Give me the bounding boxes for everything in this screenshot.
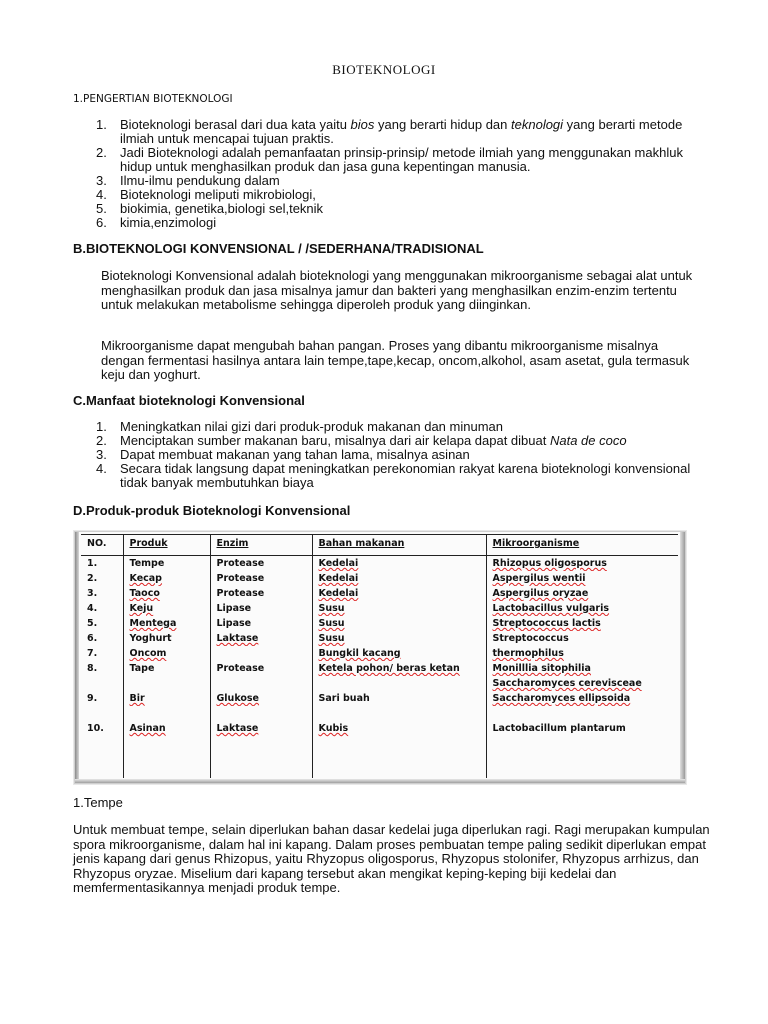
cell-no: 6. [87, 633, 98, 644]
item-text: kimia,enzimologi [120, 215, 217, 230]
cell-text: Aspergilus oryzae [492, 588, 589, 599]
item-text: Secara tidak langsung dapat meningkatkan perekonomian rakyat karena bioteknologi konvensional tidak banyak membutuhkan biaya [120, 461, 691, 490]
cell-text: Susu [318, 618, 345, 629]
cell-mikro [486, 601, 678, 616]
section-b-paragraph-1: Bioteknologi Konvensional adalah bioteknologi yang menggunakan mikroorganisme sebagai alat untuk menghasilkan produk dan jasa misalnya jamur dan bakteri yang menghasilkan enzim-enzim tertentu untuk melakukan metabolisme sehingga diperoleh produk yang diinginkan. [101, 268, 693, 312]
cell-text: Kedelai [318, 573, 359, 584]
list-number: 5. [96, 201, 107, 216]
list-item [96, 174, 696, 188]
list-item [96, 448, 696, 462]
header-bahan [312, 535, 486, 556]
cell-bahan [312, 631, 486, 646]
list-item [96, 462, 696, 490]
cell-text: Susu [318, 633, 345, 644]
definition-list [96, 118, 696, 230]
cell-text: Oncom [129, 648, 167, 659]
item-text: biokimia, genetika,biologi sel,teknik [120, 201, 324, 216]
cell-spacer [81, 706, 123, 721]
cell-text: Bungkil kacang [318, 648, 401, 659]
table-row [81, 721, 678, 778]
cell-text: Kubis [318, 723, 349, 734]
cell-enzim [210, 646, 312, 661]
cell-mikro [486, 676, 678, 691]
table-row [81, 571, 678, 586]
cell-mikro [486, 571, 678, 586]
cell-enzim [210, 616, 312, 631]
cell-bahan [312, 661, 486, 676]
cell-bahan [312, 676, 486, 691]
section-1-heading: 1.PENGERTIAN BIOTEKNOLOGI [73, 93, 233, 105]
cell-text: Rhizopus oligosporus [492, 558, 607, 569]
cell-text: Yoghurt [129, 633, 172, 644]
cell-produk [123, 571, 210, 586]
cell-text: Tape [129, 663, 155, 674]
cell-text: Protease [216, 558, 265, 569]
table-row [81, 586, 678, 601]
cell-spacer [210, 706, 312, 721]
cell-text: Mentega [129, 618, 177, 629]
cell-enzim [210, 661, 312, 676]
table-header-row [81, 535, 678, 556]
cell-produk [123, 586, 210, 601]
cell-text: Saccharomyces cerevisceae [492, 678, 642, 689]
list-number: 4. [96, 187, 107, 202]
table-row [81, 556, 678, 572]
italic-term: teknologi [511, 117, 564, 132]
header-text: Bahan makanan [318, 538, 405, 549]
list-number: 6. [96, 215, 107, 230]
header-text: Mikroorganisme [492, 538, 580, 549]
cell-enzim [210, 721, 312, 778]
frame-edge [75, 779, 685, 783]
cell-bahan [312, 586, 486, 601]
list-item [96, 146, 696, 174]
cell-text: Susu [318, 603, 345, 614]
table-row [81, 691, 678, 706]
section-d-heading: D.Produk-produk Bioteknologi Konvensional [73, 503, 351, 518]
cell-no: 9. [87, 693, 98, 704]
cell-produk [123, 601, 210, 616]
cell-enzim [210, 676, 312, 691]
cell-text: Saccharomyces ellipsoida [492, 693, 631, 704]
document-title: BIOTEKNOLOGI [332, 62, 436, 77]
cell-text: Laktase [216, 723, 259, 734]
table-row [81, 706, 678, 721]
cell-produk [123, 721, 210, 778]
table-row [81, 661, 678, 676]
table-row [81, 616, 678, 631]
cell-produk [123, 676, 210, 691]
cell-bahan [312, 616, 486, 631]
header-text: Produk [129, 538, 168, 549]
cell-text: Kecap [129, 573, 162, 584]
list-number: 3. [96, 173, 107, 188]
product-table-image [74, 531, 686, 784]
cell-produk [123, 631, 210, 646]
section-b-heading: B.BIOTEKNOLOGI KONVENSIONAL / /SEDERHANA/TRADISIONAL [73, 241, 484, 256]
cell-no: 10. [87, 723, 104, 734]
header-enzim [210, 535, 312, 556]
tempe-paragraph: Untuk membuat tempe, selain diperlukan bahan dasar kedelai juga diperlukan ragi. Ragi merupakan kumpulan spora mikroorganisme, dalam hal ini kapang. Dalam proses pembuatan tempe paling sedikit diperlukan empat jenis kapang dari genus Rhizopus, yaitu Rhyzopus oligosporus, Rhyzopus stolonifer, Rhyzopus arrhizus, dan Rhyzopus oryzae. Miselium dari kapang tersebut akan mengikat keping-keping biji kedelai dan memfermentasikannya menjadi produk tempe. [73, 822, 710, 895]
cell-text: thermophilus [492, 648, 564, 659]
section-c-heading: C.Manfaat bioteknologi Konvensional [73, 393, 305, 408]
cell-mikro [486, 616, 678, 631]
header-text: Enzim [216, 538, 249, 549]
item-text: Ilmu-ilmu pendukung dalam [120, 173, 280, 188]
list-item [96, 202, 696, 216]
cell-text: Glukose [216, 693, 260, 704]
cell-mikro [486, 646, 678, 661]
cell-text: Monilllia sitophilia [492, 663, 591, 674]
cell-text: Lactobacillus vulgaris [492, 603, 610, 614]
cell-bahan [312, 601, 486, 616]
cell-bahan [312, 571, 486, 586]
header-no: NO. [81, 535, 123, 556]
cell-enzim [210, 601, 312, 616]
cell-bahan [312, 691, 486, 706]
benefits-list [96, 420, 696, 490]
cell-mikro [486, 691, 678, 706]
list-number: 1. [96, 117, 107, 132]
cell-text: Streptococcus [492, 633, 569, 644]
italic-term: bios [350, 117, 375, 132]
cell-text: Protease [216, 573, 265, 584]
cell-text: Sari buah [318, 693, 370, 704]
tempe-heading: 1.Tempe [73, 795, 123, 810]
cell-text: Lipase [216, 603, 252, 614]
cell-text: Laktase [216, 633, 259, 644]
product-table [81, 534, 678, 778]
cell-text: Protease [216, 588, 265, 599]
list-number: 2. [96, 433, 107, 448]
list-item [96, 188, 696, 202]
cell-enzim [210, 586, 312, 601]
section-b-paragraph-2: Mikroorganisme dapat mengubah bahan pangan. Proses yang dibantu mikroorganisme misalnya dengan fermentasi hasilnya antara lain tempe,tape,kecap, oncom,alkohol, asam asetat, gula termasuk keju dan yoghurt. [101, 338, 690, 382]
table-row [81, 646, 678, 661]
cell-bahan [312, 721, 486, 778]
item-text: Bioteknologi meliputi mikrobiologi, [120, 187, 316, 202]
cell-bahan [312, 646, 486, 661]
list-item [96, 118, 696, 146]
header-mikroorganisme [486, 535, 678, 556]
frame-edge [75, 532, 79, 783]
cell-text: Aspergilus wentii [492, 573, 586, 584]
italic-term: Nata de coco [549, 433, 627, 448]
item-text: yang berarti metode ilmiah untuk mencapai tujuan praktis. [120, 117, 683, 146]
cell-text: Keju [129, 603, 154, 614]
cell-no: 4. [87, 603, 98, 614]
cell-enzim [210, 691, 312, 706]
cell-no: 1. [87, 558, 98, 569]
cell-text: Protease [216, 663, 265, 674]
cell-no: 5. [87, 618, 98, 629]
table-row [81, 601, 678, 616]
cell-produk [123, 616, 210, 631]
cell-text: Kedelai [318, 588, 359, 599]
cell-no: 8. [87, 663, 98, 674]
cell-mikro [486, 556, 678, 572]
cell-enzim [210, 571, 312, 586]
cell-mikro [486, 661, 678, 676]
cell-spacer [123, 706, 210, 721]
cell-produk [123, 556, 210, 572]
list-number: 3. [96, 447, 107, 462]
cell-no [81, 676, 123, 691]
cell-enzim [210, 556, 312, 572]
cell-mikro [486, 586, 678, 601]
cell-enzim [210, 631, 312, 646]
cell-text: Kedelai [318, 558, 359, 569]
item-text: Bioteknologi berasal dari dua kata yaitu [120, 117, 351, 132]
header-produk [123, 535, 210, 556]
list-number: 1. [96, 419, 107, 434]
cell-text: Lipase [216, 618, 252, 629]
cell-no: 7. [87, 648, 98, 659]
list-item [96, 420, 696, 434]
item-text: Jadi Bioteknologi adalah pemanfaatan prinsip-prinsip/ metode ilmiah yang menggunakan makhluk hidup untuk menghasilkan produk dan jasa guna kepentingan manusia. [120, 145, 683, 174]
cell-text: Ketela pohon/ beras ketan [318, 663, 460, 674]
cell-produk [123, 646, 210, 661]
cell-no: 3. [87, 588, 98, 599]
cell-spacer [486, 706, 678, 721]
item-text: yang berarti hidup dan [374, 117, 512, 132]
table-row [81, 676, 678, 691]
frame-edge [680, 532, 685, 783]
cell-produk [123, 691, 210, 706]
cell-mikro [486, 631, 678, 646]
cell-bahan [312, 556, 486, 572]
cell-text: Taoco [129, 588, 160, 599]
cell-spacer [312, 706, 486, 721]
item-text: Menciptakan sumber makanan baru, misalnya dari air kelapa dapat dibuat [120, 433, 550, 448]
cell-produk [123, 661, 210, 676]
cell-text: Bir [129, 693, 145, 704]
table-row [81, 631, 678, 646]
list-item [96, 434, 696, 448]
list-item [96, 216, 696, 230]
cell-text: Streptococcus lactis [492, 618, 601, 629]
cell-no: 2. [87, 573, 98, 584]
item-text: Dapat membuat makanan yang tahan lama, misalnya asinan [120, 447, 470, 462]
cell-mikro [486, 721, 678, 778]
cell-text: Asinan [129, 723, 166, 734]
list-number: 4. [96, 461, 107, 476]
cell-text: Tempe [129, 558, 165, 569]
cell-text: Lactobacillum plantarum [492, 723, 626, 734]
list-number: 2. [96, 145, 107, 160]
item-text: Meningkatkan nilai gizi dari produk-produk makanan dan minuman [120, 419, 503, 434]
